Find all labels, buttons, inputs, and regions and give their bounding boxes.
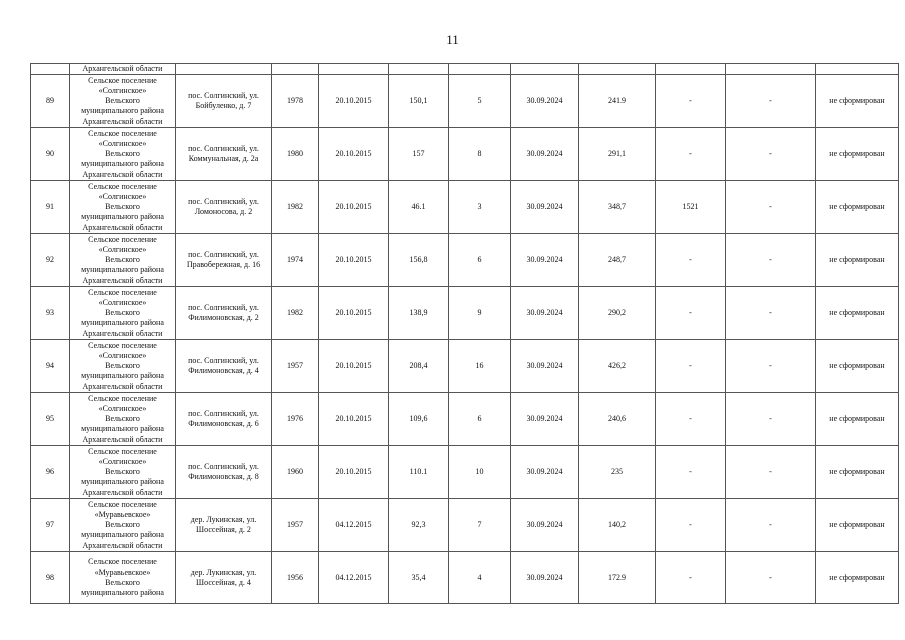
address-cell-line: пос. Солгинский, ул.: [188, 197, 259, 206]
address-cell-line: Бойбуленко, д. 7: [195, 101, 252, 111]
settlement-cell: Архангельской области: [70, 64, 176, 75]
recognition-date-cell: 20.10.2015: [319, 181, 389, 234]
settlement-cell-line: муниципального района: [81, 212, 164, 222]
table-row: [31, 234, 899, 287]
address-cell-line: Ломоносова, д. 2: [194, 207, 253, 217]
table-cell: [511, 64, 579, 75]
value-cell: 240,6: [579, 393, 656, 446]
address-cell: [176, 499, 272, 552]
row-number-cell: 92: [31, 234, 70, 287]
extra-value-2-cell: -: [726, 128, 816, 181]
area-cell: 92,3: [389, 499, 449, 552]
residents-count-cell: 8: [449, 128, 511, 181]
area-cell: 138,9: [389, 287, 449, 340]
year-built-cell: 1978: [272, 75, 319, 128]
address-cell-line: Филимоновская, д. 4: [188, 366, 259, 376]
planned-date-cell: 30.09.2024: [511, 234, 579, 287]
row-number-cell: 95: [31, 393, 70, 446]
settlement-cell-line: муниципального района: [81, 424, 164, 434]
settlement-cell-line: Сельское поселение: [88, 393, 157, 403]
row-number-cell: 93: [31, 287, 70, 340]
settlement-cell-line: муниципального района: [81, 106, 164, 116]
table-cell: [319, 64, 389, 75]
settlement-cell: [70, 340, 176, 393]
row-number-cell: 94: [31, 340, 70, 393]
extra-value-1-cell: -: [656, 446, 726, 499]
extra-value-1-cell: 1521: [656, 181, 726, 234]
housing-registry-table: [30, 63, 899, 604]
area-cell: 110.1: [389, 446, 449, 499]
recognition-date-cell: 20.10.2015: [319, 234, 389, 287]
value-cell: 172.9: [579, 552, 656, 604]
table-row: [31, 340, 899, 393]
table-row: [31, 128, 899, 181]
settlement-cell-line: муниципального района: [81, 588, 164, 598]
address-cell: [176, 393, 272, 446]
settlement-cell: [70, 128, 176, 181]
settlement-cell-line: Вельского: [105, 414, 140, 424]
settlement-cell-line: Вельского: [105, 577, 140, 587]
recognition-date-cell: 20.10.2015: [319, 75, 389, 128]
status-cell: не сформирован: [816, 340, 899, 393]
extra-value-1-cell: -: [656, 287, 726, 340]
extra-value-2-cell: -: [726, 499, 816, 552]
status-cell: не сформирован: [816, 393, 899, 446]
settlement-cell-line: Архангельской области: [82, 540, 163, 550]
address-cell-line: Правобережная, д. 16: [186, 260, 261, 270]
recognition-date-cell: 04.12.2015: [319, 499, 389, 552]
settlement-cell-line: Сельское поселение: [88, 234, 157, 244]
table-cell: [816, 64, 899, 75]
residents-count-cell: 10: [449, 446, 511, 499]
value-cell: 426,2: [579, 340, 656, 393]
planned-date-cell: 30.09.2024: [511, 499, 579, 552]
year-built-cell: 1957: [272, 340, 319, 393]
settlement-cell-line: Архангельской области: [82, 169, 163, 179]
area-cell: 150,1: [389, 75, 449, 128]
settlement-cell-line: «Солгинское»: [98, 244, 147, 254]
row-number-cell: 97: [31, 499, 70, 552]
settlement-cell-line: муниципального района: [81, 318, 164, 328]
table-cell: [579, 64, 656, 75]
address-cell-line: пос. Солгинский, ул.: [188, 462, 259, 471]
extra-value-1-cell: -: [656, 234, 726, 287]
settlement-cell-line: Архангельской области: [82, 487, 163, 497]
residents-count-cell: 7: [449, 499, 511, 552]
year-built-cell: 1976: [272, 393, 319, 446]
settlement-cell: [70, 75, 176, 128]
settlement-cell-line: «Солгинское»: [98, 138, 147, 148]
planned-date-cell: 30.09.2024: [511, 75, 579, 128]
recognition-date-cell: 20.10.2015: [319, 446, 389, 499]
year-built-cell: 1982: [272, 181, 319, 234]
status-cell: не сформирован: [816, 128, 899, 181]
extra-value-1-cell: -: [656, 393, 726, 446]
extra-value-1-cell: -: [656, 128, 726, 181]
year-built-cell: 1957: [272, 499, 319, 552]
settlement-cell-line: «Муравьевское»: [94, 567, 151, 577]
table-row: [31, 75, 899, 128]
address-cell: [176, 340, 272, 393]
planned-date-cell: 30.09.2024: [511, 340, 579, 393]
address-cell-line: дер. Лукинская, ул.: [190, 515, 257, 524]
table-row: [31, 287, 899, 340]
extra-value-2-cell: -: [726, 446, 816, 499]
continued-row: [31, 64, 899, 75]
residents-count-cell: 3: [449, 181, 511, 234]
planned-date-cell: 30.09.2024: [511, 128, 579, 181]
address-cell-line: пос. Солгинский, ул.: [188, 409, 259, 418]
planned-date-cell: 30.09.2024: [511, 393, 579, 446]
settlement-cell: [70, 181, 176, 234]
settlement-cell-line: муниципального района: [81, 530, 164, 540]
recognition-date-cell: 20.10.2015: [319, 128, 389, 181]
page-number: 11: [446, 32, 459, 47]
address-cell-line: Шоссейная, д. 4: [196, 577, 251, 587]
settlement-cell-line: Сельское поселение: [88, 287, 157, 297]
settlement-cell-line: «Муравьевское»: [94, 509, 151, 519]
recognition-date-cell: 04.12.2015: [319, 552, 389, 604]
year-built-cell: 1982: [272, 287, 319, 340]
table-row: [31, 181, 899, 234]
settlement-cell-line: Вельского: [105, 361, 140, 371]
settlement-cell-line: Сельское поселение: [88, 75, 157, 85]
address-cell-line: пос. Солгинский, ул.: [188, 250, 259, 259]
address-cell: [176, 181, 272, 234]
address-cell: [176, 287, 272, 340]
settlement-cell: [70, 552, 176, 604]
table-cell: [449, 64, 511, 75]
address-cell-line: дер. Лукинская, ул.: [190, 567, 257, 577]
year-built-cell: 1956: [272, 552, 319, 604]
settlement-cell-line: «Солгинское»: [98, 350, 147, 360]
table-row: [31, 446, 899, 499]
settlement-cell-line: Архангельской области: [82, 328, 163, 338]
settlement-cell-line: Сельское поселение: [88, 557, 157, 567]
table-row: [31, 393, 899, 446]
extra-value-2-cell: -: [726, 340, 816, 393]
table-cell: [726, 64, 816, 75]
residents-count-cell: 6: [449, 234, 511, 287]
value-cell: 290,2: [579, 287, 656, 340]
address-cell-line: пос. Солгинский, ул.: [188, 91, 259, 100]
residents-count-cell: 16: [449, 340, 511, 393]
address-cell-line: пос. Солгинский, ул.: [188, 356, 259, 365]
extra-value-2-cell: -: [726, 75, 816, 128]
year-built-cell: 1960: [272, 446, 319, 499]
area-cell: 157: [389, 128, 449, 181]
extra-value-1-cell: -: [656, 75, 726, 128]
settlement-cell-line: Архангельской области: [82, 275, 163, 285]
year-built-cell: 1980: [272, 128, 319, 181]
status-cell: не сформирован: [816, 287, 899, 340]
area-cell: 35,4: [389, 552, 449, 604]
address-cell-line: пос. Солгинский, ул.: [188, 144, 259, 153]
value-cell: 235: [579, 446, 656, 499]
settlement-cell-line: Вельского: [105, 467, 140, 477]
area-cell: 156,8: [389, 234, 449, 287]
settlement-cell-line: Сельское поселение: [88, 446, 157, 456]
settlement-cell-line: Архангельской области: [82, 116, 163, 126]
row-number-cell: 90: [31, 128, 70, 181]
settlement-cell-line: муниципального района: [81, 159, 164, 169]
status-cell: не сформирован: [816, 499, 899, 552]
address-cell: [176, 128, 272, 181]
settlement-cell-line: муниципального района: [81, 371, 164, 381]
settlement-cell: [70, 393, 176, 446]
address-cell: [176, 75, 272, 128]
recognition-date-cell: 20.10.2015: [319, 393, 389, 446]
settlement-cell-line: Сельское поселение: [88, 181, 157, 191]
settlement-cell-line: Вельского: [105, 96, 140, 106]
row-number-cell: 89: [31, 75, 70, 128]
settlement-cell-line: Сельское поселение: [88, 128, 157, 138]
table-cell: [176, 64, 272, 75]
row-number-cell: 98: [31, 552, 70, 604]
settlement-cell-line: Сельское поселение: [88, 499, 157, 509]
table-cell: [656, 64, 726, 75]
table-row: [31, 552, 899, 604]
year-built-cell: 1974: [272, 234, 319, 287]
status-cell: не сформирован: [816, 552, 899, 604]
status-cell: не сформирован: [816, 446, 899, 499]
residents-count-cell: 6: [449, 393, 511, 446]
settlement-cell-line: Архангельской области: [82, 222, 163, 232]
area-cell: 46.1: [389, 181, 449, 234]
value-cell: 248,7: [579, 234, 656, 287]
status-cell: не сформирован: [816, 181, 899, 234]
settlement-cell-line: Вельского: [105, 202, 140, 212]
settlement-cell-line: «Солгинское»: [98, 85, 147, 95]
value-cell: 241.9: [579, 75, 656, 128]
settlement-cell: [70, 499, 176, 552]
planned-date-cell: 30.09.2024: [511, 446, 579, 499]
address-cell: [176, 234, 272, 287]
value-cell: 140,2: [579, 499, 656, 552]
area-cell: 109,6: [389, 393, 449, 446]
settlement-cell-line: Архангельской области: [82, 381, 163, 391]
status-cell: не сформирован: [816, 234, 899, 287]
table-cell: [31, 64, 70, 75]
settlement-cell-line: Вельского: [105, 255, 140, 265]
settlement-cell-line: Вельского: [105, 149, 140, 159]
value-cell: 348,7: [579, 181, 656, 234]
address-cell-line: пос. Солгинский, ул.: [188, 303, 259, 312]
planned-date-cell: 30.09.2024: [511, 287, 579, 340]
extra-value-1-cell: -: [656, 499, 726, 552]
settlement-cell: [70, 234, 176, 287]
extra-value-2-cell: -: [726, 234, 816, 287]
row-number-cell: 96: [31, 446, 70, 499]
settlement-cell-line: Архангельской области: [82, 434, 163, 444]
residents-count-cell: 5: [449, 75, 511, 128]
settlement-cell: [70, 287, 176, 340]
planned-date-cell: 30.09.2024: [511, 552, 579, 604]
area-cell: 208,4: [389, 340, 449, 393]
value-cell: 291,1: [579, 128, 656, 181]
settlement-cell-line: Вельского: [105, 520, 140, 530]
planned-date-cell: 30.09.2024: [511, 181, 579, 234]
address-cell-line: Коммунальная, д. 2а: [188, 154, 259, 164]
extra-value-1-cell: -: [656, 340, 726, 393]
table-cell: [272, 64, 319, 75]
extra-value-1-cell: -: [656, 552, 726, 604]
recognition-date-cell: 20.10.2015: [319, 340, 389, 393]
address-cell-line: Шоссейная, д. 2: [196, 525, 251, 535]
recognition-date-cell: 20.10.2015: [319, 287, 389, 340]
address-cell: [176, 446, 272, 499]
settlement-cell-line: Сельское поселение: [88, 340, 157, 350]
table-body: [31, 64, 899, 604]
extra-value-2-cell: -: [726, 393, 816, 446]
settlement-cell-line: муниципального района: [81, 265, 164, 275]
address-cell: [176, 552, 272, 604]
extra-value-2-cell: -: [726, 287, 816, 340]
extra-value-2-cell: -: [726, 181, 816, 234]
address-cell-line: Филимоновская, д. 2: [188, 313, 259, 323]
settlement-cell-line: «Солгинское»: [98, 191, 147, 201]
address-cell-line: Филимоновская, д. 8: [188, 472, 259, 482]
extra-value-2-cell: -: [726, 552, 816, 604]
row-number-cell: 91: [31, 181, 70, 234]
address-cell-line: Филимоновская, д. 6: [188, 419, 259, 429]
status-cell: не сформирован: [816, 75, 899, 128]
settlement-cell-line: Вельского: [105, 308, 140, 318]
settlement-cell-line: «Солгинское»: [98, 297, 147, 307]
settlement-cell: [70, 446, 176, 499]
settlement-cell-line: «Солгинское»: [98, 403, 147, 413]
table-row: [31, 499, 899, 552]
settlement-cell-line: «Солгинское»: [98, 456, 147, 466]
residents-count-cell: 4: [449, 552, 511, 604]
table-cell: [389, 64, 449, 75]
settlement-cell-line: муниципального района: [81, 477, 164, 487]
residents-count-cell: 9: [449, 287, 511, 340]
